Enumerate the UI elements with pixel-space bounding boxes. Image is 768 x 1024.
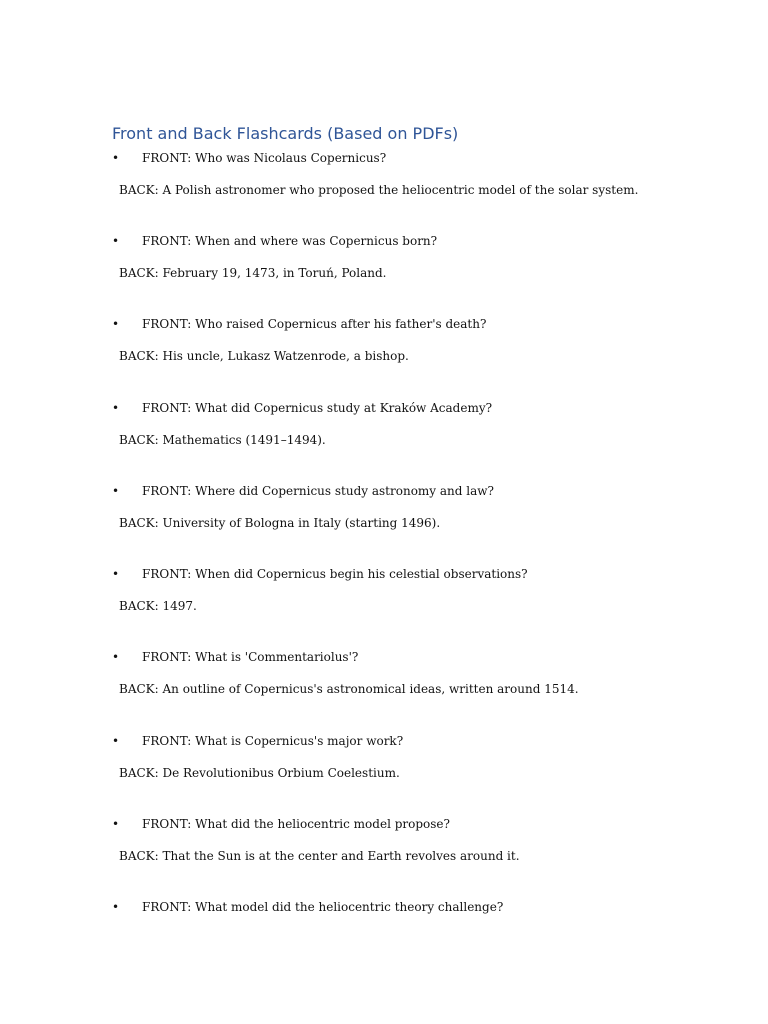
bullet-icon: • (112, 734, 120, 748)
flashcard-back: BACK: His uncle, Lukasz Watzenrode, a bishop. (119, 349, 409, 363)
flashcard-front: FRONT: When did Copernicus begin his celestial observations? (142, 567, 528, 581)
flashcard-back: BACK: That the Sun is at the center and Earth revolves around it. (119, 849, 520, 863)
bullet-icon: • (112, 817, 120, 831)
flashcard-front: FRONT: Who raised Copernicus after his father's death? (142, 317, 487, 331)
flashcard-back: BACK: Mathematics (1491–1494). (119, 433, 326, 447)
flashcard-item (0, 649, 768, 729)
flashcard-front: FRONT: What is 'Commentariolus'? (142, 650, 359, 664)
flashcard-front: FRONT: What is Copernicus's major work? (142, 734, 404, 748)
flashcard-item (0, 899, 768, 979)
bullet-icon: • (112, 401, 120, 415)
flashcard-item (0, 233, 768, 313)
flashcard-front: FRONT: Where did Copernicus study astronomy and law? (142, 484, 494, 498)
bullet-icon: • (112, 234, 120, 248)
bullet-icon: • (112, 567, 120, 581)
flashcard-back: BACK: February 19, 1473, in Toruń, Poland. (119, 266, 387, 280)
bullet-icon: • (112, 151, 120, 165)
flashcard-item (0, 316, 768, 396)
flashcard-back: BACK: An outline of Copernicus's astronomical ideas, written around 1514. (119, 682, 579, 696)
flashcard-item (0, 816, 768, 896)
flashcard-back: BACK: A Polish astronomer who proposed the heliocentric model of the solar system. (119, 183, 639, 197)
flashcard-front: FRONT: Who was Nicolaus Copernicus? (142, 151, 387, 165)
flashcard-back: BACK: De Revolutionibus Orbium Coelestium. (119, 766, 400, 780)
bullet-icon: • (112, 317, 120, 331)
bullet-icon: • (112, 900, 120, 914)
bullet-icon: • (112, 484, 120, 498)
flashcard-item (0, 566, 768, 646)
flashcard-front: FRONT: When and where was Copernicus born? (142, 234, 438, 248)
flashcard-front: FRONT: What model did the heliocentric theory challenge? (142, 900, 504, 914)
flashcard-front: FRONT: What did Copernicus study at Kraków Academy? (142, 401, 493, 415)
flashcard-back: BACK: 1497. (119, 599, 197, 613)
bullet-icon: • (112, 650, 120, 664)
flashcard-back: BACK: University of Bologna in Italy (starting 1496). (119, 516, 441, 530)
flashcard-item (0, 150, 768, 230)
flashcard-item (0, 483, 768, 563)
flashcard-item (0, 400, 768, 480)
page-title: Front and Back Flashcards (Based on PDFs) (112, 124, 459, 143)
flashcard-item (0, 733, 768, 813)
flashcard-front: FRONT: What did the heliocentric model propose? (142, 817, 450, 831)
